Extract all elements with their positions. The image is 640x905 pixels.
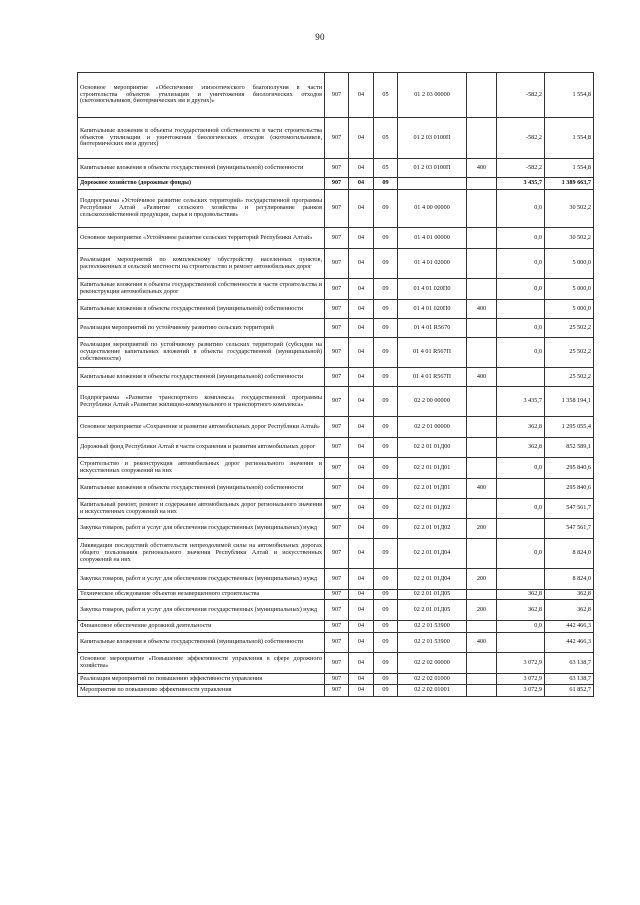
target-article-code: 02 2 02 01001	[398, 685, 467, 697]
subsection-code: 09	[374, 539, 398, 569]
ministry-code: 907	[325, 685, 349, 697]
ministry-code: 907	[325, 600, 349, 621]
target-article-code: 01 4 01 02000	[398, 249, 467, 279]
subsection-code: 09	[374, 499, 398, 519]
target-article-code: 01 4 01 020П0	[398, 300, 467, 319]
subsection-code: 09	[374, 228, 398, 249]
table-row	[78, 387, 594, 417]
expense-type-code: 400	[467, 300, 497, 319]
row-name: Основное мероприятие «Устойчивое развитие сельских территорий Республики Алтай»	[78, 228, 325, 249]
table-row	[78, 539, 594, 569]
target-article-code: 02 2 01 53900	[398, 621, 467, 633]
section-code: 04	[349, 458, 374, 479]
total-amount: 5 000,0	[545, 279, 594, 300]
expense-type-code: 200	[467, 519, 497, 539]
subsection-code: 09	[374, 190, 398, 228]
change-amount: -582,2	[497, 73, 545, 118]
section-code: 04	[349, 368, 374, 387]
total-amount: 8 824,0	[545, 539, 594, 569]
subsection-code: 09	[374, 300, 398, 319]
ministry-code: 907	[325, 387, 349, 417]
ministry-code: 907	[325, 279, 349, 300]
section-code: 04	[349, 479, 374, 499]
total-amount: 25 502,2	[545, 368, 594, 387]
expense-type-code	[467, 653, 497, 674]
total-amount: 547 561,7	[545, 519, 594, 539]
ministry-code: 907	[325, 519, 349, 539]
row-name: Реализация мероприятий по повышению эффективности управления	[78, 674, 325, 685]
ministry-code: 907	[325, 674, 349, 685]
row-name: Реализация мероприятий по устойчивому развитию сельских территорий (субсидии на осуществление капитальных вложений в объекты государственной (муниципальной) собственности)	[78, 338, 325, 368]
change-amount: 3 072,9	[497, 653, 545, 674]
row-name: Капитальные вложения в объекты государственной собственности в части строительства объектов утилизации и уничтожения биологических отходов (скотомогильников, биотермических ям и других)	[78, 118, 325, 159]
row-name: Основное мероприятие «Повышение эффективности управления в сфере дорожного хозяйства»	[78, 653, 325, 674]
total-amount: 30 502,2	[545, 190, 594, 228]
total-amount: 1 554,8	[545, 73, 594, 118]
total-amount: 1 554,8	[545, 159, 594, 178]
total-amount: 61 852,7	[545, 685, 594, 697]
expense-type-code: 200	[467, 569, 497, 590]
ministry-code: 907	[325, 590, 349, 600]
target-article-code: 01 4 01 020П0	[398, 279, 467, 300]
table-row	[78, 569, 594, 590]
ministry-code: 907	[325, 539, 349, 569]
ministry-code: 907	[325, 621, 349, 633]
target-article-code: 02 2 01 01Д02	[398, 519, 467, 539]
row-name: Закупка товаров, работ и услуг для обеспечения государственных (муниципальных) нужд	[78, 569, 325, 590]
ministry-code: 907	[325, 249, 349, 279]
total-amount: 1 554,8	[545, 118, 594, 159]
change-amount: 362,8	[497, 438, 545, 458]
ministry-code: 907	[325, 368, 349, 387]
target-article-code: 01 2 03 0100П	[398, 159, 467, 178]
section-code: 04	[349, 228, 374, 249]
ministry-code: 907	[325, 118, 349, 159]
change-amount: 0,0	[497, 319, 545, 338]
row-name: Капитальные вложения в объекты государственной (муниципальной) собственности	[78, 633, 325, 653]
total-amount: 8 824,0	[545, 569, 594, 590]
row-name: Реализация мероприятий по устойчивому развитию сельских территорий	[78, 319, 325, 338]
section-code: 04	[349, 387, 374, 417]
subsection-code: 09	[374, 319, 398, 338]
subsection-code: 05	[374, 159, 398, 178]
row-name: Техническое обследование объектов незавершенного строительства	[78, 590, 325, 600]
subsection-code: 09	[374, 674, 398, 685]
table-row	[78, 499, 594, 519]
row-name: Капитальные вложения в объекты государственной (муниципальной) собственности	[78, 479, 325, 499]
table-row	[78, 479, 594, 499]
change-amount: -582,2	[497, 118, 545, 159]
total-amount: 295 840,6	[545, 458, 594, 479]
section-code: 04	[349, 249, 374, 279]
table-row	[78, 417, 594, 438]
total-amount: 30 502,2	[545, 228, 594, 249]
expense-type-code: 200	[467, 600, 497, 621]
ministry-code: 907	[325, 569, 349, 590]
target-article-code: 02 2 00 00000	[398, 387, 467, 417]
table-row	[78, 159, 594, 178]
change-amount: 0,0	[497, 338, 545, 368]
table-row	[78, 338, 594, 368]
expense-type-code	[467, 539, 497, 569]
section-code: 04	[349, 159, 374, 178]
target-article-code: 02 2 01 01Д05	[398, 590, 467, 600]
section-code: 04	[349, 319, 374, 338]
ministry-code: 907	[325, 479, 349, 499]
target-article-code: 01 4 01 R567П	[398, 368, 467, 387]
change-amount: 0,0	[497, 249, 545, 279]
expense-type-code	[467, 178, 497, 190]
subsection-code: 09	[374, 519, 398, 539]
section-code: 04	[349, 118, 374, 159]
target-article-code: 02 2 01 01Д05	[398, 600, 467, 621]
subsection-code: 05	[374, 73, 398, 118]
total-amount: 362,8	[545, 600, 594, 621]
expense-type-code: 400	[467, 159, 497, 178]
expense-type-code: 400	[467, 633, 497, 653]
total-amount: 547 561,7	[545, 499, 594, 519]
total-amount: 25 502,2	[545, 319, 594, 338]
table-row	[78, 300, 594, 319]
ministry-code: 907	[325, 338, 349, 368]
row-name: Мероприятия по повышению эффективности управления	[78, 685, 325, 697]
ministry-code: 907	[325, 633, 349, 653]
total-amount: 25 502,2	[545, 338, 594, 368]
section-code: 04	[349, 417, 374, 438]
row-name: Строительство и реконструкция автомобильных дорог регионального значения и искусственных сооружений на них	[78, 458, 325, 479]
table-row	[78, 590, 594, 600]
target-article-code: 02 2 01 01Д04	[398, 539, 467, 569]
target-article-code: 01 2 03 0100П	[398, 118, 467, 159]
budget-table	[77, 72, 594, 697]
row-name: Капитальные вложения в объекты государственной (муниципальной) собственности	[78, 368, 325, 387]
section-code: 04	[349, 499, 374, 519]
target-article-code: 02 2 01 01Д01	[398, 458, 467, 479]
table-row	[78, 368, 594, 387]
row-name: Дорожный фонд Республики Алтай в части сохранения и развития автомобильных дорог	[78, 438, 325, 458]
change-amount: 0,0	[497, 539, 545, 569]
change-amount: 3 435,7	[497, 387, 545, 417]
total-amount: 852 589,1	[545, 438, 594, 458]
change-amount	[497, 479, 545, 499]
change-amount: 362,8	[497, 600, 545, 621]
row-name: Подпрограмма «Устойчивое развитие сельских территорий» государственной программы Республики Алтай «Развитие сельского хозяйства и регулирование рынков сельскохозяйственной продукции, сырья и продовольствия»	[78, 190, 325, 228]
section-code: 04	[349, 539, 374, 569]
total-amount: 442 466,3	[545, 633, 594, 653]
expense-type-code	[467, 674, 497, 685]
section-code: 04	[349, 279, 374, 300]
expense-type-code	[467, 73, 497, 118]
ministry-code: 907	[325, 417, 349, 438]
expense-type-code	[467, 279, 497, 300]
total-amount: 5 000,0	[545, 249, 594, 279]
subsection-code: 09	[374, 279, 398, 300]
table-row	[78, 190, 594, 228]
expense-type-code	[467, 319, 497, 338]
change-amount: 3 072,9	[497, 674, 545, 685]
ministry-code: 907	[325, 190, 349, 228]
target-article-code: 02 2 01 01Д04	[398, 569, 467, 590]
section-code: 04	[349, 300, 374, 319]
target-article-code: 02 2 01 01Д00	[398, 438, 467, 458]
expense-type-code: 400	[467, 479, 497, 499]
table-row	[78, 118, 594, 159]
change-amount: 0,0	[497, 499, 545, 519]
row-name: Капитальные вложения в объекты государственной собственности в части строительства и реконструкции автомобильных дорог	[78, 279, 325, 300]
ministry-code: 907	[325, 438, 349, 458]
section-code: 04	[349, 338, 374, 368]
row-name: Капитальные вложения в объекты государственной (муниципальной) собственности	[78, 300, 325, 319]
expense-type-code	[467, 118, 497, 159]
section-code: 04	[349, 633, 374, 653]
table-row	[78, 653, 594, 674]
section-code: 04	[349, 519, 374, 539]
table-row	[78, 228, 594, 249]
subsection-code: 09	[374, 458, 398, 479]
subsection-code: 09	[374, 569, 398, 590]
section-code: 04	[349, 178, 374, 190]
table-row	[78, 600, 594, 621]
expense-type-code	[467, 438, 497, 458]
row-name: Дорожное хозяйство (дорожные фонды)	[78, 178, 325, 190]
change-amount: 362,8	[497, 590, 545, 600]
section-code: 04	[349, 590, 374, 600]
ministry-code: 907	[325, 159, 349, 178]
expense-type-code	[467, 228, 497, 249]
section-code: 04	[349, 438, 374, 458]
section-code: 04	[349, 685, 374, 697]
row-name: Финансовое обеспечение дорожной деятельности	[78, 621, 325, 633]
change-amount: 0,0	[497, 458, 545, 479]
ministry-code: 907	[325, 73, 349, 118]
table-row	[78, 279, 594, 300]
target-article-code	[398, 178, 467, 190]
subsection-code: 09	[374, 621, 398, 633]
target-article-code: 01 4 01 R567П	[398, 338, 467, 368]
expense-type-code	[467, 190, 497, 228]
change-amount	[497, 519, 545, 539]
expense-type-code	[467, 338, 497, 368]
row-name: Ликвидация последствий обстоятельств непреодолимой силы на автомобильных дорогах общего пользования регионального значения Республики Алтай и искусственных сооружений на них	[78, 539, 325, 569]
table-row	[78, 633, 594, 653]
subsection-code: 09	[374, 590, 398, 600]
ministry-code: 907	[325, 653, 349, 674]
table-row	[78, 674, 594, 685]
table-row	[78, 621, 594, 633]
total-amount: 63 138,7	[545, 653, 594, 674]
change-amount: 3 072,9	[497, 685, 545, 697]
row-name: Подпрограмма «Развитие транспортного комплекса» государственной программы Республики Алтай «Развитие жилищно-коммунального и транспортного комплекса»	[78, 387, 325, 417]
row-name: Закупка товаров, работ и услуг для обеспечения государственных (муниципальных) нужд	[78, 519, 325, 539]
table-row	[78, 438, 594, 458]
ministry-code: 907	[325, 499, 349, 519]
subsection-code: 09	[374, 249, 398, 279]
table-row	[78, 249, 594, 279]
target-article-code: 02 2 01 00000	[398, 417, 467, 438]
row-name: Основное мероприятие «Сохранение и развитие автомобильных дорог Республики Алтай»	[78, 417, 325, 438]
change-amount: 0,0	[497, 228, 545, 249]
total-amount: 295 840,6	[545, 479, 594, 499]
change-amount: -582,2	[497, 159, 545, 178]
expense-type-code	[467, 590, 497, 600]
expense-type-code	[467, 499, 497, 519]
change-amount: 0,0	[497, 190, 545, 228]
subsection-code: 09	[374, 653, 398, 674]
target-article-code: 02 2 01 01Д01	[398, 479, 467, 499]
subsection-code: 09	[374, 633, 398, 653]
total-amount: 5 000,0	[545, 300, 594, 319]
total-amount: 1 389 663,7	[545, 178, 594, 190]
ministry-code: 907	[325, 319, 349, 338]
subsection-code: 09	[374, 685, 398, 697]
row-name: Реализация мероприятий по комплексному обустройству населенных пунктов, расположенных в сельской местности на строительство и ремонт автомобильных дорог	[78, 249, 325, 279]
change-amount	[497, 569, 545, 590]
section-code: 04	[349, 653, 374, 674]
subsection-code: 09	[374, 387, 398, 417]
table-row	[78, 519, 594, 539]
expense-type-code	[467, 685, 497, 697]
total-amount: 442 466,3	[545, 621, 594, 633]
subsection-code: 05	[374, 118, 398, 159]
section-code: 04	[349, 600, 374, 621]
expense-type-code	[467, 387, 497, 417]
expense-type-code: 400	[467, 368, 497, 387]
target-article-code: 02 2 01 01Д02	[398, 499, 467, 519]
target-article-code: 01 4 01 00000	[398, 228, 467, 249]
table-row	[78, 685, 594, 697]
table-row	[78, 319, 594, 338]
row-name: Капитальный ремонт, ремонт и содержание автомобильных дорог регионального значения и искусственных сооружений на них	[78, 499, 325, 519]
row-name: Капитальные вложения в объекты государственной (муниципальной) собственности	[78, 159, 325, 178]
subsection-code: 09	[374, 479, 398, 499]
expense-type-code	[467, 249, 497, 279]
page-number: 90	[315, 32, 325, 42]
total-amount: 362,8	[545, 590, 594, 600]
section-code: 04	[349, 190, 374, 228]
ministry-code: 907	[325, 300, 349, 319]
target-article-code: 01 2 03 00000	[398, 73, 467, 118]
expense-type-code	[467, 417, 497, 438]
total-amount: 63 138,7	[545, 674, 594, 685]
ministry-code: 907	[325, 458, 349, 479]
change-amount: 0,0	[497, 279, 545, 300]
section-code: 04	[349, 569, 374, 590]
row-name: Основное мероприятие «Обеспечение эпизоотического благополучия в части строительства объектов утилизации и уничтожения биологических отходов (скотомогильников, биотермических ям и других)»	[78, 73, 325, 118]
change-amount	[497, 368, 545, 387]
target-article-code: 02 2 01 53900	[398, 633, 467, 653]
ministry-code: 907	[325, 228, 349, 249]
change-amount: 3 435,7	[497, 178, 545, 190]
row-name: Закупка товаров, работ и услуг для обеспечения государственных (муниципальных) нужд	[78, 600, 325, 621]
target-article-code: 01 4 00 00000	[398, 190, 467, 228]
change-amount: 0,0	[497, 621, 545, 633]
change-amount: 362,8	[497, 417, 545, 438]
section-code: 04	[349, 621, 374, 633]
target-article-code: 01 4 01 R5670	[398, 319, 467, 338]
section-code: 04	[349, 674, 374, 685]
change-amount	[497, 633, 545, 653]
total-amount: 1 358 194,1	[545, 387, 594, 417]
subsection-code: 09	[374, 178, 398, 190]
table-row	[78, 73, 594, 118]
ministry-code: 907	[325, 178, 349, 190]
total-amount: 1 295 055,4	[545, 417, 594, 438]
subsection-code: 09	[374, 438, 398, 458]
target-article-code: 02 2 02 00000	[398, 653, 467, 674]
expense-type-code	[467, 458, 497, 479]
change-amount	[497, 300, 545, 319]
target-article-code: 02 2 02 01000	[398, 674, 467, 685]
subsection-code: 09	[374, 338, 398, 368]
subsection-code: 09	[374, 368, 398, 387]
subsection-code: 09	[374, 417, 398, 438]
section-code: 04	[349, 73, 374, 118]
table-row	[78, 178, 594, 190]
expense-type-code	[467, 621, 497, 633]
table-row	[78, 458, 594, 479]
subsection-code: 09	[374, 600, 398, 621]
